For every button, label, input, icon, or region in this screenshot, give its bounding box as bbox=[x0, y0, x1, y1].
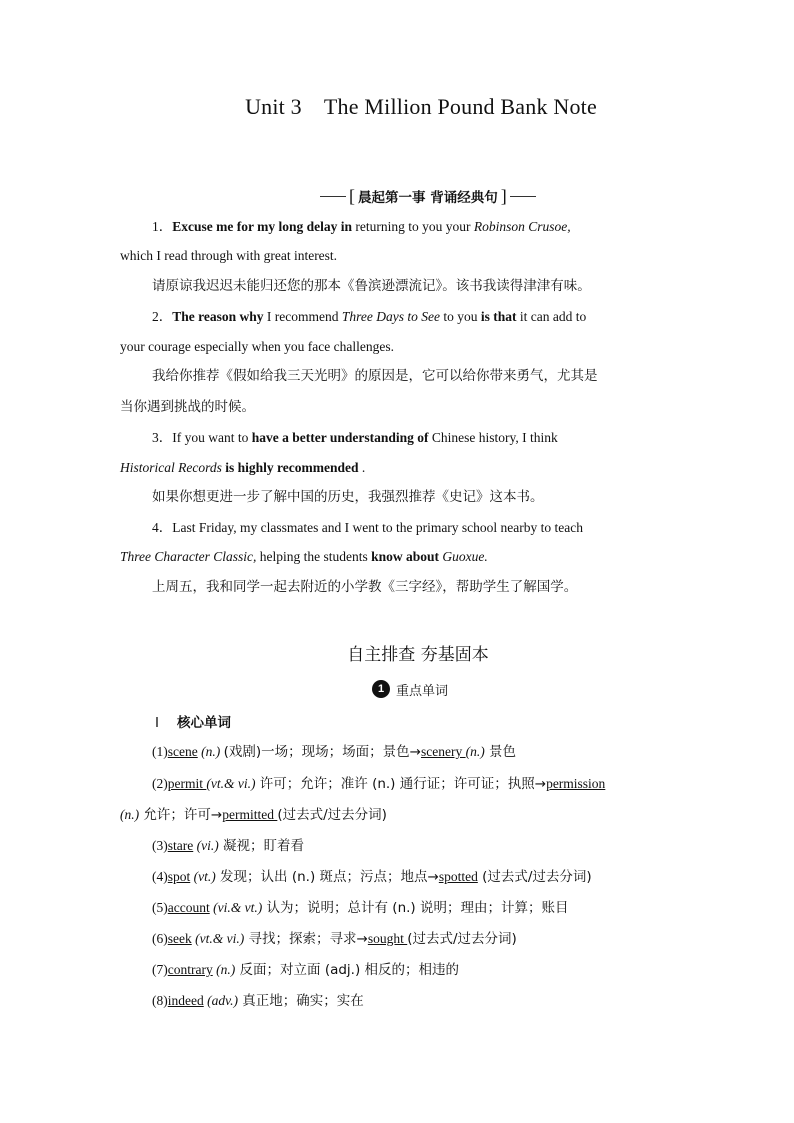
section-title: 自主排查 夯基固本 bbox=[347, 645, 489, 665]
sentence-1-translation: 请原谅我迟迟未能归还您的那本《鲁滨逊漂流记》。该书我读得津津有味。 bbox=[152, 278, 591, 294]
vocab-item-5: (5)account (vi.& vt.) 认为；说明；总计有 (n.) 说明；理由；计算；账目 bbox=[152, 900, 569, 916]
sentence-2-line-2: your courage especially when you face challenges. bbox=[120, 339, 395, 354]
unit-title bbox=[0, 94, 794, 120]
number-badge-icon: 1 bbox=[372, 680, 390, 698]
banner-rule-left bbox=[320, 196, 346, 197]
sentence-3-line-2: Historical Records is highly recommended . bbox=[120, 460, 366, 475]
vocab-item-8: (8)indeed (adv.) 真正地；确实；实在 bbox=[152, 993, 364, 1009]
level-text: 核心单词 bbox=[176, 715, 231, 731]
vocab-item-2-continued: (n.) 允许；许可→permitted (过去式/过去分词) bbox=[120, 807, 387, 823]
vocab-item-6: (6)seek (vt.& vi.) 寻找；探索；寻求→sought (过去式/过去分词) bbox=[152, 931, 517, 947]
banner-bracket-right: ] bbox=[500, 185, 507, 206]
subsection-title: 重点单词 bbox=[396, 683, 449, 699]
sentence-4-line-1: 4．Last Friday, my classmates and I went to the primary school nearby to teach bbox=[152, 520, 584, 535]
banner-text: 晨起第一事 背诵经典句 bbox=[358, 190, 498, 206]
section-banner bbox=[320, 183, 570, 209]
sentence-2-translation-2: 当你遇到挑战的时候。 bbox=[120, 399, 255, 415]
sentence-1-line-2: which I read through with great interest. bbox=[120, 248, 338, 263]
vocab-item-3: (3)stare (vi.) 凝视；盯着看 bbox=[152, 838, 305, 854]
level-heading bbox=[155, 711, 231, 731]
level-number: Ⅰ bbox=[155, 715, 159, 730]
unit-number: Unit 3 bbox=[245, 94, 302, 119]
sentence-1-line-1: 1．Excuse me for my long delay in returning to you your Robinson Crusoe, bbox=[152, 219, 571, 234]
vocab-item-7: (7)contrary (n.) 反面；对立面 (adj.) 相反的；相违的 bbox=[152, 962, 460, 978]
banner-bracket-left: [ bbox=[349, 185, 355, 206]
sentence-4-translation: 上周五，我和同学一起去附近的小学教《三字经》，帮助学生了解国学。 bbox=[152, 579, 578, 595]
sentence-2-line-1: 2．The reason why I recommend Three Days to See to you is that it can add to bbox=[152, 309, 587, 324]
sentence-3-translation: 如果你想更进一步了解中国的历史，我强烈推荐《史记》这本书。 bbox=[152, 489, 544, 505]
banner-rule-right bbox=[510, 196, 536, 197]
sentence-4-line-2: Three Character Classic, helping the students know about Guoxue. bbox=[120, 549, 488, 564]
vocab-item-1: (1)scene (n.) (戏剧)一场；现场；场面；景色→scenery (n.) 景色 bbox=[152, 744, 516, 760]
vocab-item-2: (2)permit (vt.& vi.) 许可；允许；准许 (n.) 通行证；许可证；执照→permission bbox=[152, 776, 606, 792]
sentence-3-line-1: 3．If you want to have a better understanding of Chinese history, I think bbox=[152, 430, 558, 445]
sentence-2-translation-1: 我给你推荐《假如给我三天光明》的原因是，它可以给你带来勇气，尤其是 bbox=[152, 368, 598, 384]
vocab-item-4: (4)spot (vt.) 发现；认出 (n.) 斑点；污点；地点→spotted (过去式/过去分词) bbox=[152, 869, 592, 885]
unit-name: The Million Pound Bank Note bbox=[323, 94, 597, 119]
subsection-heading bbox=[372, 678, 448, 700]
